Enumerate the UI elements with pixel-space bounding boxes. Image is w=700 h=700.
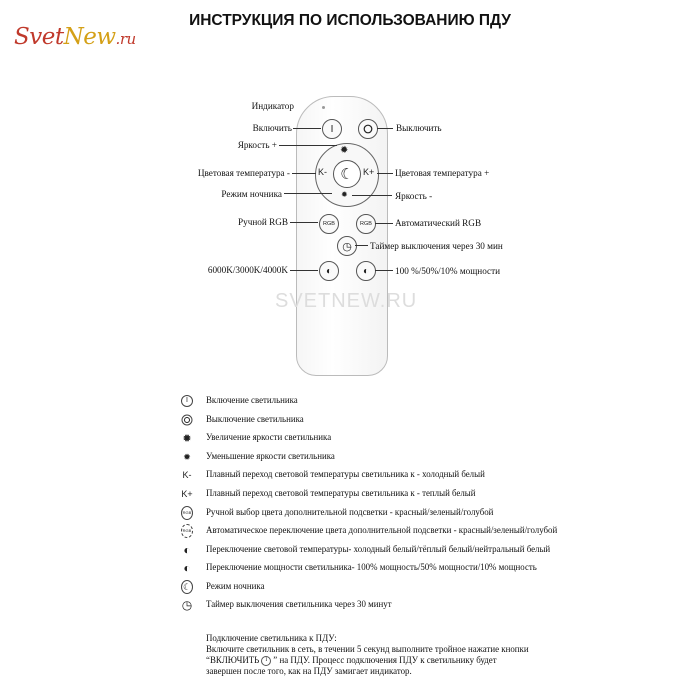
legend-item: Переключение мощности светильника- 100% мощность/50% мощности/10% мощность	[206, 562, 537, 572]
on-button[interactable]: I	[322, 119, 342, 139]
off-icon	[363, 124, 373, 134]
rgb-auto-button[interactable]: RGB	[356, 214, 376, 234]
clock-icon: ◷	[342, 240, 352, 253]
power-cycle-button[interactable]	[356, 261, 376, 281]
label-cct-plus: Цветовая температура +	[395, 168, 490, 178]
leader-line	[352, 195, 392, 196]
leader-line	[290, 222, 318, 223]
label-brightness-down: Яркость -	[395, 191, 433, 201]
moon-icon: ☾	[340, 166, 354, 183]
label-rgb-auto: Автоматический RGB	[395, 218, 482, 228]
legend-item: Ручной выбор цвета дополнительной подсветки - красный/зеленый/голубой	[206, 507, 494, 517]
on-icon: I	[261, 656, 271, 666]
legend-item: Переключение световой температуры- холодный белый/тёплый белый/нейтральный белый	[206, 544, 551, 554]
night-mode-icon: ☾	[182, 582, 192, 592]
k-plus-icon: K+	[181, 489, 193, 499]
watermark: SVETNEW.RU	[275, 290, 418, 312]
connection-heading: Подключение светильника к ПДУ:	[206, 633, 337, 643]
label-power-cycle: 100 %/50%/10% мощности	[395, 266, 501, 276]
leader-line	[355, 245, 368, 246]
cct-cycle-button[interactable]	[319, 261, 339, 281]
k-plus-button[interactable]: K+	[363, 167, 375, 177]
leader-line	[375, 270, 393, 271]
rgb-auto-icon: RGB	[181, 525, 193, 537]
on-icon: I	[181, 395, 193, 407]
legend-item: Плавный переход световой температуры светильника к - теплый белый	[206, 488, 476, 498]
legend-item: Выключение светильника	[206, 414, 304, 424]
leader-line	[293, 128, 321, 129]
svetnew-logo: SvetNew.ru	[14, 24, 136, 50]
leader-line	[375, 223, 393, 224]
label-night: Режим ночника	[221, 189, 282, 199]
timer-icon: ◷	[181, 598, 193, 612]
label-indicator: Индикатор	[251, 101, 294, 111]
brightness-up-icon: ✹	[182, 432, 192, 445]
cct-cycle-icon: ◐	[325, 265, 333, 277]
rgb-manual-icon: RGB	[181, 507, 193, 519]
page-title: ИНСТРУКЦИЯ ПО ИСПОЛЬЗОВАНИЮ ПДУ	[189, 12, 511, 29]
leader-line	[284, 193, 332, 194]
legend-item: Включение светильника	[206, 395, 298, 405]
legend-item: Увеличение яркости светильника	[206, 432, 332, 442]
connection-instructions	[206, 633, 529, 677]
label-rgb-manual: Ручной RGB	[238, 217, 288, 227]
label-cct-minus: Цветовая температура -	[197, 168, 290, 178]
legend-item: Автоматическое переключение цвета дополнительной подсветки - красный/зеленый/голубой	[206, 525, 558, 535]
rgb-manual-button[interactable]: RGB	[319, 214, 339, 234]
label-brightness-up: Яркость +	[237, 140, 277, 150]
k-minus-button[interactable]: K-	[318, 167, 327, 177]
label-off: Выключить	[396, 123, 442, 133]
label-cct-cycle: 6000K/3000K/4000K	[207, 265, 288, 275]
connection-text: завершен после того, как на ПДУ замигает индикатор.	[206, 666, 412, 676]
brightness-down-button[interactable]: ✹	[341, 190, 348, 199]
power-cycle-icon: ◐	[183, 561, 191, 575]
brightness-up-button[interactable]: ✹	[340, 145, 349, 156]
connection-text: “ВКЛЮЧИТЬ I ” на ПДУ. Процесс подключения ПДУ к светильнику будет	[206, 655, 497, 665]
timer-button[interactable]	[337, 236, 357, 256]
leader-line	[290, 270, 318, 271]
cct-cycle-icon: ◐	[183, 543, 191, 557]
legend-item: Плавный переход световой температуры светильника к - холодный белый	[206, 469, 485, 479]
brightness-down-icon: ✹	[183, 451, 191, 462]
off-icon	[181, 414, 193, 426]
leader-line	[279, 145, 337, 146]
legend-item: Таймер выключения светильника через 30 минут	[206, 599, 392, 609]
indicator-led	[322, 106, 325, 109]
label-on: Включить	[252, 123, 292, 133]
off-button[interactable]	[358, 119, 378, 139]
leader-line	[292, 173, 316, 174]
connection-text: Включите светильник в сеть, в течении 5 секунд выполните тройное нажатие кнопки	[206, 644, 529, 654]
night-mode-button[interactable]	[333, 160, 361, 188]
legend-item: Уменьшение яркости светильника	[206, 451, 335, 461]
leader-line	[377, 173, 393, 174]
legend-item: Режим ночника	[206, 581, 265, 591]
label-timer: Таймер выключения через 30 мин	[370, 241, 503, 251]
k-minus-icon: K-	[182, 470, 192, 480]
power-cycle-icon: ◐	[362, 265, 370, 277]
leader-line	[377, 128, 393, 129]
